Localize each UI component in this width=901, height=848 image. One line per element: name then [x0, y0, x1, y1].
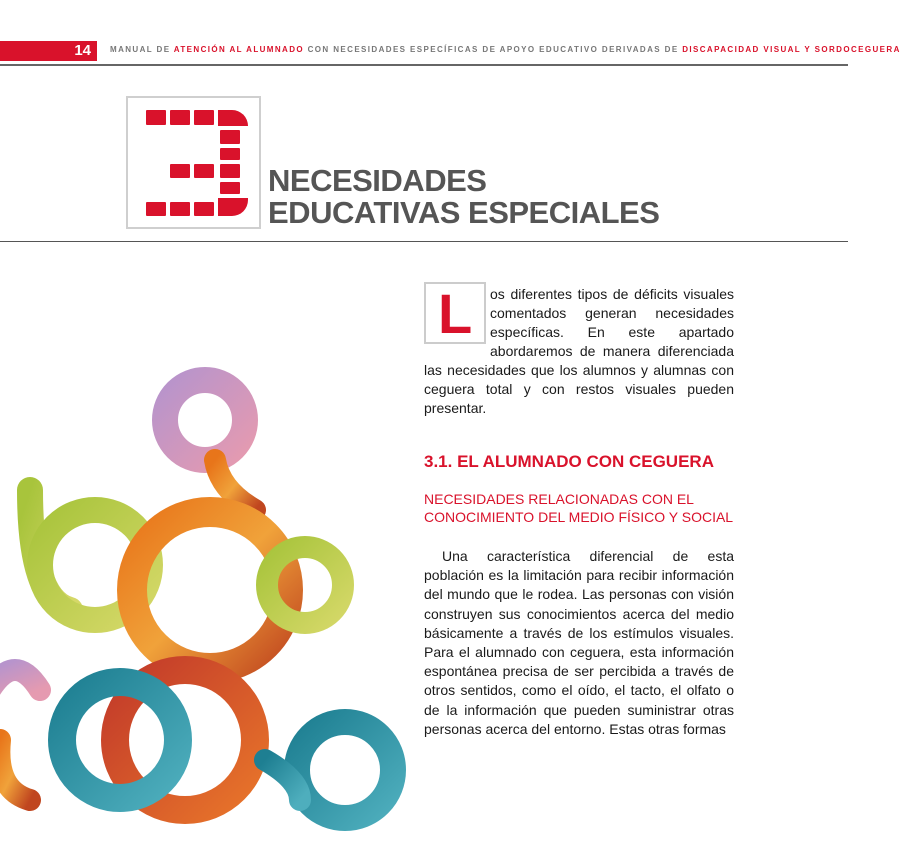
chapter-number-glyph: [128, 98, 259, 227]
page-number-box: [0, 41, 97, 61]
header-rule: [0, 64, 848, 66]
chapter-title: [268, 165, 659, 229]
chapter-rule: [0, 241, 848, 242]
chapter-number-block: [126, 96, 261, 229]
running-title-middle: CON NECESIDADES ESPECÍFICAS DE APOYO EDUCATIVO DERIVADAS DE: [304, 45, 683, 54]
running-title-highlight-2: DISCAPACIDAD VISUAL Y SORDOCEGUERA: [682, 45, 901, 54]
intro-text: os diferentes tipos de déficits visuales comentados generan necesidades específicas. En este apartado abordaremos de manera diferenciada las necesidades que los alumnos y alumnas con ceguera total y con restos visuales pueden presentar.: [424, 286, 734, 416]
body-paragraph: Una característica diferencial de esta población es la limitación para recibir información del mundo que le rodea. Las personas con visión construyen sus conocimientos acerca del medio básicamente a través de los estímulos visuales. Para el alumnado con ceguera, esta información espontánea precisa de ser percibida a través de otros sentidos, como el oído, el tacto, el olfato o de la información que pueden suministrar otras personas acerca del entorno. Estas otras formas: [424, 548, 734, 737]
running-header: [0, 0, 901, 70]
running-title: [110, 45, 901, 54]
dropcap-box: [424, 282, 486, 344]
page-number: 14: [74, 42, 91, 59]
chapter-title-line-1: NECESIDADES: [268, 163, 487, 198]
running-title-highlight-1: ATENCIÓN AL ALUMNADO: [173, 45, 304, 54]
running-title-prefix: MANUAL DE: [110, 45, 174, 54]
decorative-rings-illustration: [0, 360, 420, 848]
dropcap-letter: L: [438, 282, 473, 345]
chapter-title-line-2: EDUCATIVAS ESPECIALES: [268, 195, 660, 230]
section-heading: 3.1. EL ALUMNADO CON CEGUERA: [424, 452, 714, 471]
sub-heading: NECESIDADES RELACIONADAS CON EL CONOCIMIENTO DEL MEDIO FÍSICO Y SOCIAL: [424, 491, 734, 525]
